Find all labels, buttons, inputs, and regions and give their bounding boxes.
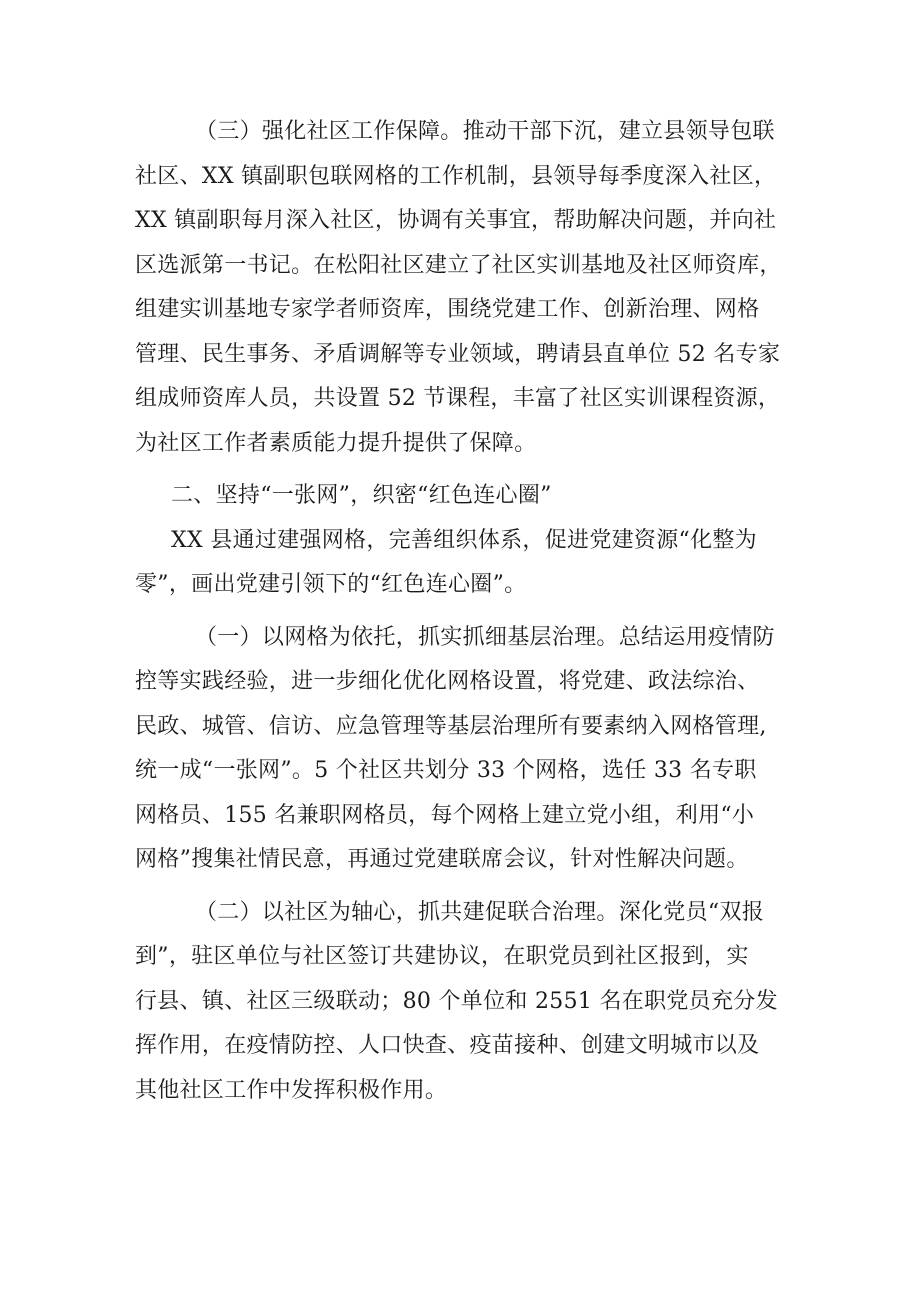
text-line: （一）以网格为依托，抓实抓细基层治理。总结运用疫情防 — [195, 624, 775, 650]
text-line: 网格员、155 名兼职网格员，每个网格上建立党小组，利用“小 — [135, 802, 755, 828]
text-line: 行县、镇、社区三级联动；80 个单位和 2551 名在职党员充分发 — [135, 988, 778, 1014]
text-line: 零”，画出党建引领下的“红色连心圈”。 — [135, 572, 527, 597]
text-line: 网格”搜集社情民意，再通过党建联席会议，针对性解决问题。 — [135, 847, 749, 872]
paragraph-grid-governance — [135, 616, 805, 883]
text-line: 其他社区工作中发挥积极作用。 — [135, 1077, 448, 1103]
text-line: XX 镇副职每月深入社区，协调有关事宜，帮助解决问题，并向社 — [135, 208, 777, 233]
section-heading-text: 二、坚持“一张网”，织密“红色连心圈” — [171, 483, 552, 508]
document-body — [135, 110, 805, 1113]
section-heading — [135, 474, 805, 519]
text-line: 社区、XX 镇副职包联网格的工作机制，县领导每季度深入社区， — [135, 163, 777, 189]
text-line: 组建实训基地专家学者师资库，围绕党建工作、创新治理、网格 — [135, 297, 760, 322]
text-line: （三）强化社区工作保障。推动干部下沉，建立县领导包联 — [195, 119, 775, 144]
text-line: 管理、民生事务、矛盾调解等专业领域，聘请县直单位 52 名专家 — [135, 341, 781, 367]
text-line: 控等实践经验，进一步细化优化网格设置，将党建、政法综治、 — [135, 669, 760, 694]
text-line: 组成师资库人员，共设置 52 节课程，丰富了社区实训课程资源， — [135, 386, 781, 411]
text-line: 区选派第一书记。在松阳社区建立了社区实训基地及社区师资库， — [135, 252, 782, 278]
text-line: 挥作用，在疫情防控、人口快查、疫苗接种、创建文明城市以及 — [135, 1033, 760, 1058]
paragraph-joint-governance — [135, 891, 805, 1114]
text-line: （二）以社区为轴心，抓共建促联合治理。深化党员“双报 — [195, 899, 765, 925]
text-line: XX 县通过建强网格，完善组织体系，促进党建资源“化整为 — [171, 527, 757, 553]
paragraph-community-guarantee — [135, 110, 805, 466]
paragraph-intro — [135, 519, 805, 608]
text-line: 为社区工作者素质能力提升提供了保障。 — [135, 430, 537, 456]
text-line: 民政、城管、信访、应急管理等基层治理所有要素纳入网格管理, — [135, 713, 767, 739]
text-line: 到”，驻区单位与社区签订共建协议，在职党员到社区报到，实 — [135, 944, 749, 969]
text-line: 统一成“一张网”。5 个社区共划分 33 个网格，选任 33 名专职 — [135, 758, 757, 783]
